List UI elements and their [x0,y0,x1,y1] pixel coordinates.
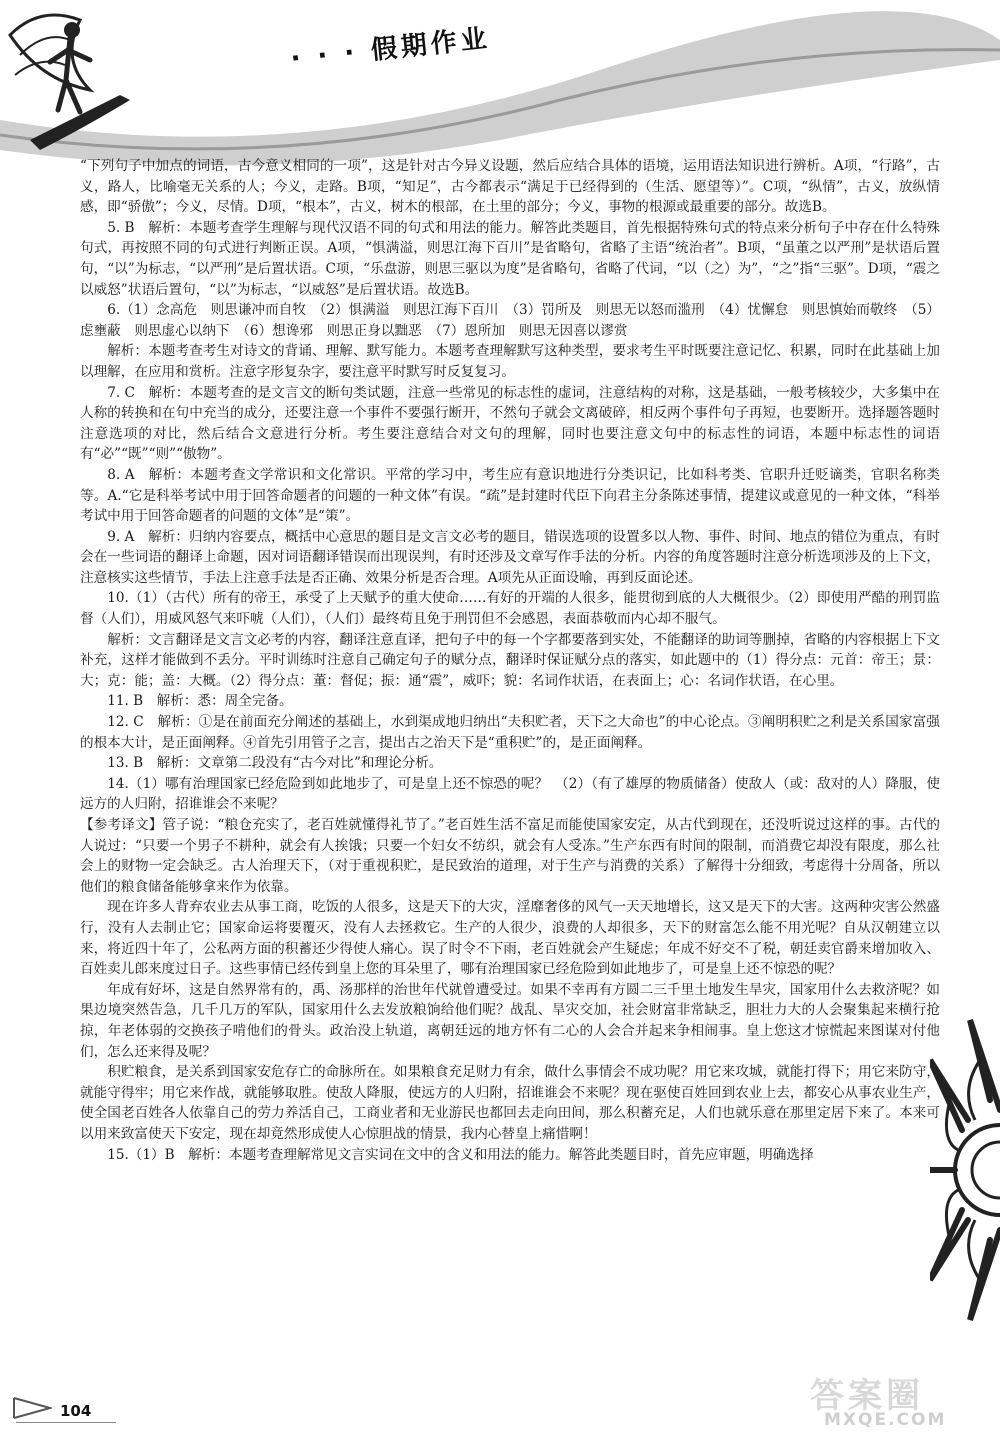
paragraph: 11. B 解析：悉：周全完备。 [107,693,293,710]
page-corner-icon [12,1396,52,1420]
paragraph: 5. B 解析：本题考查学生理解与现代汉语不同的句式和用法的能力。解答此类题目，首先根据特殊句式的特点来分析句子中存在什么特殊句式，再按照不同的句式进行判断正误。A项，“惧满溢，则思江海下百川”是省略句，省略了主语“统治者”。B项，“虽董之以严刑”是状语后置句，“以”为标志，“以严刑”是后置状语。C项，“乐盘游，则思三驱以为度”是省略句，省略了代词，“以（之）为”，“之”指“三驱”。D项，“震之以威怒”状语后置句，“以”为标志，“以威怒”是后置状语。故选B。 [80,219,940,298]
page-rule [16,1422,116,1423]
surfer-illustration-icon [0,0,1000,170]
answer-text-body [80,156,940,1165]
header-title: · · · 假期作业 [289,23,493,75]
paragraph: 积贮粮食，是关系到国家安危存亡的命脉所在。如果粮食充足财力有余，做什么事情会不成功呢？用它来攻城，就能打得下；用它来防守，就能守得牢；用它来作战，就能够取胜。使敌人降服，使远方的人归附，招谁谁会不来呢？现在驱使百姓回到农业上去，都安心从事农业生产，使全国老百姓各人依靠自己的劳力养活自己，工商业者和无业游民也都回去走向田间，那么积蓄充足，人们也就乐意在那里定居下来了。本来可以用来致富使天下安定，现在却竟然形成使人心惊胆战的情景，我内心替皇上痛惜啊！ [80,1064,940,1142]
paragraph: 9. A 解析：归纳内容要点，概括中心意思的题目是文言文必考的题目，错误选项的设置多以人物、事件、时间、地点的错位为重点，有时会在一些词语的翻译上命题，因对词语翻译错误而出现误判，有时还涉及文章写作手法的分析。内容的角度答题时注意分析选项涉及的上下文，注意核实这些情节，手法上注意手法是否正确、效果分析是否合理。A项先从正面设喻，再到反面论述。 [80,528,940,586]
paragraph: 12. C 解析：①是在前面充分阐述的基础上，水到渠成地归纳出“夫积贮者，天下之大命也”的中心论点。③阐明积贮之利是关系国家富强的根本大计，是正面阐释。④首先引用管子之言，提出古之治天下是“重积贮”的，是正面阐释。 [80,714,940,751]
watermark-url: MXQE.COM [824,1410,947,1430]
paragraph: 14.（1）哪有治理国家已经危险到如此地步了，可是皇上还不惊恐的呢？ （2）（有了雄厚的物质储备）使敌人（或：敌对的人）降服，使远方的人归附，招谁谁会不来呢？ [80,775,940,813]
paragraph: 解析：本题考查考生对诗文的背诵、理解、默写能力。本题考查理解默写这种类型，要求考生平时既要注意记忆、积累，同时在此基础上加以理解，在应用和赏析。注意字形复杂字，要注意平时默写时反复复习。 [80,343,940,380]
paragraph: 7. C 解析：本题考查的是文言文的断句类试题，注意一些常见的标志性的虚词，注意结构的对称，这是基础，一般考核较少，大多集中在人称的转换和在句中充当的成分，还要注意一个事件不要强行断开，不然句子就会文离破碎，相反两个事件句子再短，也要断开。选择题答题时注意选项的对比，然后结合文意进行分析。考生要注意结合对文句的理解，同时也要注意文句中的标志性的词语，本题中标志性的词语有“必”“既”“则”“傲物”。 [80,384,940,463]
paragraph: 现在许多人背弃农业去从事工商，吃饭的人很多，这是天下的大灾，淫靡奢侈的风气一天天地增长，这又是天下的大害。这两种灾害公然盛行，没有人去制止它；国家命运将要覆灭，没有人去拯救它。生产的人很少，浪费的人却很多，天下的财富怎么能不用光呢？自从汉朝建立以来，将近四十年了，公私两方面的积蓄还少得使人痛心。误了时令不下雨，老百姓就会产生疑虑；年成不好交不了税，朝廷卖官爵来增加收入、百姓卖儿郎来度过日子。这些事情已经传到皇上您的耳朵里了，哪有治理国家已经危险到如此地步了，可是皇上还不惊恐的呢？ [80,899,940,978]
paragraph: 13. B 解析：文章第二段没有“古今对比”和理论分析。 [107,755,443,772]
paragraph: 10.（1）（古代）所有的帝王，承受了上天赋予的重大使命……有好的开端的人很多，能贯彻到底的人大概很少。（2）即使用严酷的刑罚监督（人们），用威风怒气来吓唬（人们），（人们）最终苟且免于刑罚但不会感恩，表面恭敬而内心却不服气。 [80,590,940,628]
paragraph: 年成有好坏，这是自然界常有的，禹、汤那样的治世年代就曾遭受过。如果不幸再有方圆二三千里土地发生旱灾，国家用什么去救济呢？如果边境突然告急，几千几万的军队，国家用什么去发放粮饷给他们呢？战乱、旱灾交加，社会财富非常缺乏，胆壮力大的人会聚集起来横行抢掠，年老体弱的交换孩子啃他们的骨头。政治没上轨道，离朝廷远的地方怀有二心的人会合并起来争相闹事。皇上您这才惊慌起来图谋对付他们，怎么还来得及呢？ [80,981,940,1060]
sun-decoration-icon [930,1000,1000,1340]
paragraph: 15.（1）B 解析：本题考查理解常见文言实词在文中的含义和用法的能力。解答此类题目时，首先应审题，明确选择 [107,1146,814,1163]
paragraph: 8. A 解析：本题考查文学常识和文化常识。平常的学习中，考生应有意识地进行分类识记，比如科考类、官职升迁贬谪类，官职名称类等。A.“它是科举考试中用于回答命题者的问题的一种文体”有误。“疏”是封建时代臣下向君主分条陈述事情，提建议或意见的一种文体，“科举考试中用于回答命题者的问题的文体”是“策”。 [80,466,940,525]
watermark [790,1368,990,1432]
page-number: 104 [60,1402,92,1420]
watermark-logo: 答案圈 [810,1376,924,1416]
paragraph: 6.（1）念高危 则思谦冲而自牧 （2）惧满溢 则思江海下百川 （3）罚所及 则思无以怒而滥刑 （4）忧懈怠 则思慎始而敬终 （5）虑壅蔽 则思虚心以纳下 （6）想谗邪 则思正身以黜恶 （7）恩所加 则思无因喜以谬赏 [80,302,940,339]
paragraph: 【参考译文】管子说：“粮仓充实了，老百姓就懂得礼节了。”老百姓生活不富足而能使国家安定，从古代到现在，还没听说过这样的事。古代的人说过：“只要一个男子不耕种，就会有人挨饿；只要一个妇女不纺织，就会有人受冻。”生产东西有时间的限制，而消费它却没有限度，那么社会上的财物一定会缺乏。古人治理天下，（对于重视积贮，是民致治的道理，对于生产与消费的关系）了解得十分细致，考虑得十分周备，所以他们的粮食储备能够拿来作为依靠。 [80,817,940,895]
paragraph: “下列句子中加点的词语，古今意义相同的一项”，这是针对古今异义设题，然后应结合具体的语境，运用语法知识进行辨析。A项，“行路”，古义，路人，比喻毫无关系的人；今义，走路。B项，“知足”，古今都表示“满足于已经得到的（生活、愿望等）”。C项，“纵情”，古义，放纵情感，即“骄傲”；今义，尽情。D项，“根本”，古义，树木的根部，在土里的部分；今义，事物的根源或最重要的部分。故选B。 [80,158,940,216]
header-banner [0,0,1000,170]
paragraph: 解析：文言翻译是文言文必考的内容，翻译注意直译，把句子中的每一个字都要落到实处，不能翻译的助词等删掉，省略的内容根据上下文补充，这样才能做到不丢分。平时训练时注意自己确定句子的赋分点，翻译时保证赋分点的落实，如此题中的（1）得分点：元首：帝王；景：大；克：能；盖：大概。（2）得分点：董：督促；振：通“震”，威吓；貌：名词作状语，在表面上；心：名词作状语，在心里。 [80,631,940,689]
